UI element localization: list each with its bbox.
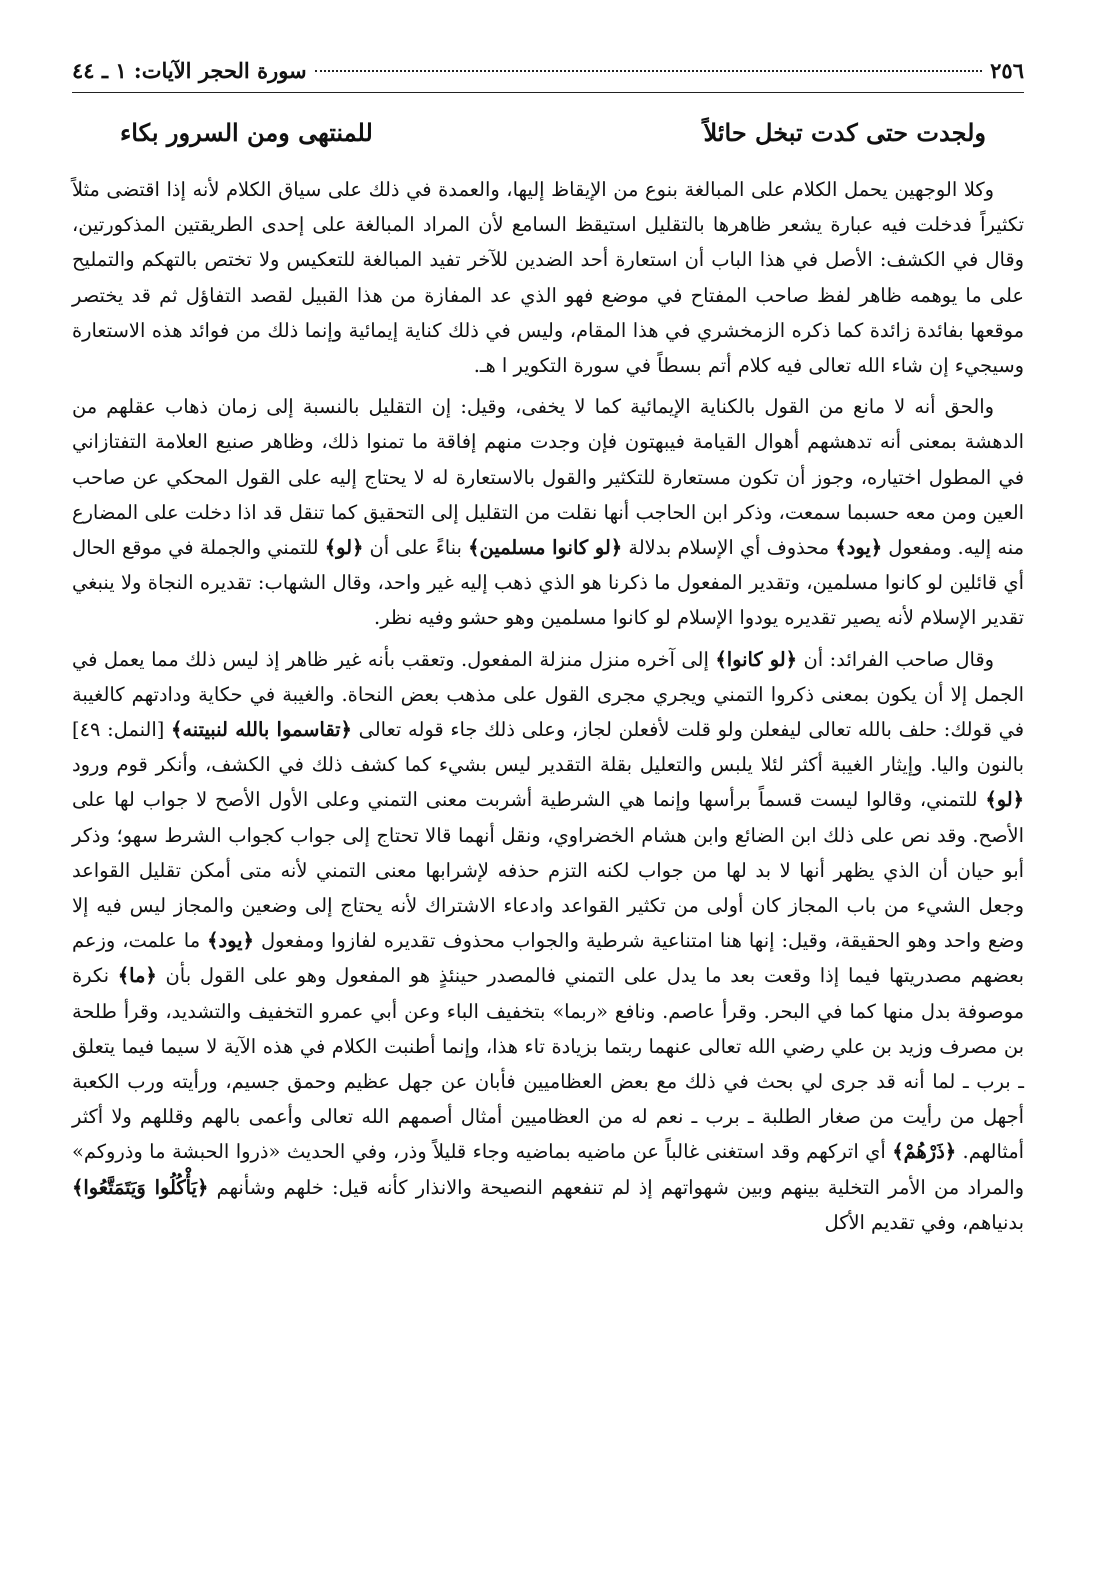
paragraph-text: ما علمت، وزعم بعضهم مصدريتها فيما إذا وقعت بعد ما يدل على التمني فالمصدر حينئذٍ هو المفعول وهو على القول بأن [72, 929, 1024, 988]
quran-quote: ﴿لو كانوا﴾ [715, 647, 798, 671]
paragraph-text: وكلا الوجهين يحمل الكلام على المبالغة بنوع من الإيقاظ إليها، والعمدة في ذلك على سياق الكلام لأنه إذا اقتضى مثلاً تكثيراً فدخلت فيه عبارة يشعر ظاهرها بالتقليل استيقظ السامع لأن المراد المبالغة على إحدى الطريقتين المذكورتين، وقال في الكشف: الأصل في هذا الباب أن استعارة أحد الضدين للآخر تفيد المبالغة للتعكيس ولا تختص بالتهكم والتمليح على ما يوهمه ظاهر لفظ صاحب المفتاح في موضع فهو الذي عد المفازة من هذا القبيل لقصد التفاؤل ثم قد يختصر موقعها بفائدة زائدة كما ذكره الزمخشري في هذا المقام، وليس في ذلك كناية إيمائية وإنما ذلك من فوائد هذه الاستعارة وسيجيء إن شاء الله تعالى فيه كلام أتم بسطاً في سورة التكوير ا هـ. [72, 178, 1024, 378]
paragraph-text: بدنياهم، وفي تقديم الأكل [824, 1210, 1024, 1234]
paragraph-text: والحق أنه لا مانع من القول بالكناية الإيمائية كما لا يخفى، وقيل: إن التقليل بالنسبة إلى زمان ذهاب عقلهم من الدهشة بمعنى أنه تدهشهم أهوال القيامة فيبهتون فإن وجدت منهم إفاقة ما تمنوا ذلك، وظاهر صنيع العلامة التفتازاني في المطول اختياره، وجوز أن تكون مستعارة للتكثير والقول بالاستعارة له لا يحتاج إليه على القول المحكي عن صاحب العين ومن معه حسبما سمعت، وذكر ابن الحاجب أنها نقلت من التقليل إلى التحقيق كما تنقل قد اذا دخلت على المضارع منه إليه. ومفعول [72, 395, 1025, 560]
quran-quote: ﴿ذَرْهُمْ﴾ [892, 1140, 957, 1164]
paragraph [72, 642, 1024, 1240]
header-rule [72, 92, 1024, 93]
paragraph [72, 172, 1024, 383]
paragraph-text: إلى آخره منزل منزلة المفعول. وتعقب بأنه غير ظاهر إذ ليس ذلك مما يعمل في الجمل إلا أن يكون بمعنى ذكروا التمني ويجري مجرى القول على مذهب بعض النحاة. والغيبة في حكاية ودادتهم كالغيبة في قولك: حلف بالله تعالى ليفعلن ولو قلت لأفعلن لجاز، وعلى ذلك جاء قوله تعالى [72, 647, 1024, 742]
verse-first-hemistich: ولجدت حتى كدت تبخل حائلاً [703, 118, 986, 147]
quran-quote: ﴿يود﴾ [835, 536, 883, 560]
paragraph-text: بناءً على أن [363, 536, 469, 560]
surah-title: سورة الحجر الآيات: ١ ـ ٤٤ [72, 58, 307, 83]
paragraph-text: وقال صاحب الفرائد: أن [797, 647, 994, 671]
verse-second-hemistich: للمنتهى ومن السرور بكاء [120, 118, 373, 147]
paragraph-text: أي اتركهم وقد استغنى غالباً عن ماضيه بماضيه وجاء قليلاً وذر، وفي الحديث «ذروا الحبشة ما وذروكم» والمراد من الأمر التخلية بينهم وبين شهواتهم إذ لم تنفعهم النصيحة والانذار كأنه قيل: خلهم وشأنهم [72, 1140, 1024, 1199]
header-dot-leader [315, 70, 983, 72]
body-text [72, 172, 1024, 1246]
paragraph-text: للتمني، وقالوا ليست قسماً برأسها وإنما هي الشرطية أشربت معنى التمني وعلى الأول الأصح لا جواب لها على الأصح. وقد نص على ذلك ابن الضائع وابن هشام الخضراوي، ونقل أنهما قالا تحتاج إلى جواب كجواب الشرط سهو؛ وذكر أبو حيان أن الذي يظهر أنها لا بد لها من جواب لكنه التزم حذفه لإشرابها معنى التمني لأنه متى أمكن تقليل القواعد وجعل الشيء من باب المجاز كان أولى من تكثير القواعد وادعاء الاشتراك لأنه يحتاج إلى وضعين والمجاز ليس فيه إلا وضع واحد وهو الحقيقة، وقيل: إنها هنا امتناعية شرطية والجواب محذوف تقديره لفازوا ومفعول [72, 788, 1024, 953]
quran-quote: ﴿لو﴾ [324, 536, 364, 560]
paragraph [72, 389, 1024, 635]
paragraph-text: للتمني والجملة في موقع الحال أي قائلين لو كانوا مسلمين، وتقدير المفعول ما ذكرنا هو الذي ذهب إليه غير واحد، وقال الشهاب: تقديره النجاة ولا ينبغي تقدير الإسلام لأنه يصير تقديره يودوا الإسلام لو كانوا مسلمين وهو حشو وفيه نظر. [72, 536, 1024, 630]
paragraph-text: [النمل: ٤٩] بالنون واليا. وإيثار الغيبة أكثر لئلا يلبس والتعليل بقلة التقدير ليس بشيء كما كشف ذلك في الكشف، وأنكر قوم ورود [72, 718, 1024, 777]
poetry-verse [120, 118, 986, 162]
paragraph-text: نكرة موصوفة بدل منها كما في البحر. وقرأ عاصم. ونافع «ربما» بتخفيف الباء وعن أبي عمرو التخفيف والتشديد، وقرأ طلحة بن مصرف وزيد بن علي رضي الله تعالى عنهما ربتما بزيادة تاء هذا، وإنما أطنبت الكلام في هذه الآية لا سيما فيما يتعلق ـ برب ـ لما أنه قد جرى لي بحث في ذلك مع بعض العظاميين فأبان عن جهل عظيم وحمق جسيم، ورأيته ورب الكعبة أجهل من رأيت من صغار الطلبة ـ برب ـ نعم له من العظاميين أمثال أصمهم الله تعالى وأعمى بالهم وقللهم ولا أكثر أمثالهم. [72, 964, 1024, 1164]
running-header [72, 58, 1024, 88]
quran-quote: ﴿لو كانوا مسلمين﴾ [468, 536, 623, 560]
quran-quote: ﴿لو﴾ [985, 788, 1024, 812]
paragraph-text: محذوف أي الإسلام بدلالة [622, 536, 836, 560]
quran-quote: ﴿تقاسموا بالله لنبيتنه﴾ [171, 718, 352, 742]
quran-quote: ﴿يود﴾ [207, 929, 254, 953]
quran-quote: ﴿يَأْكُلُوا وَيَتَمَتَّعُوا﴾ [72, 1175, 209, 1199]
quran-quote: ﴿ما﴾ [117, 964, 157, 988]
page-number: ٢٥٦ [990, 58, 1024, 83]
